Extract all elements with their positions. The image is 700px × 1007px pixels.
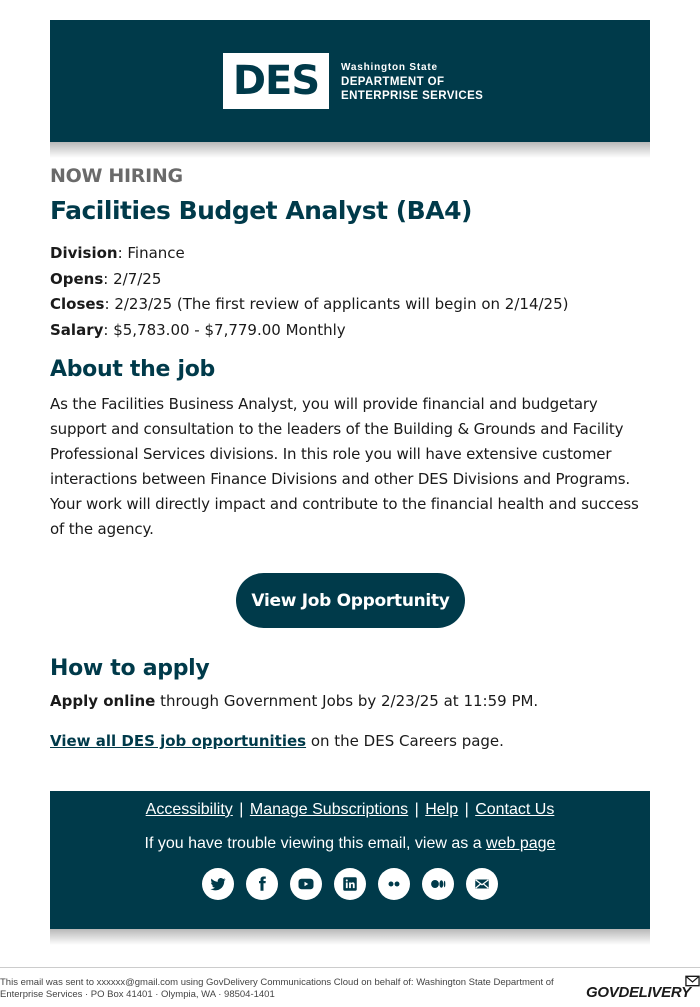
org-name [341, 62, 483, 103]
org-line-2: DEPARTMENT OF [341, 76, 445, 88]
footer-shadow [50, 929, 650, 945]
org-line-1: Washington State [341, 62, 438, 73]
job-details [50, 241, 568, 343]
detail-division [50, 241, 568, 267]
apply-text [50, 692, 538, 710]
careers-text [50, 732, 504, 750]
logo-text: DES [232, 58, 320, 104]
email-footer [50, 791, 650, 929]
email-icon[interactable] [466, 868, 498, 900]
social-icons [50, 868, 650, 900]
footer-links [50, 801, 650, 819]
detail-label: Salary [50, 320, 104, 339]
email-header [50, 20, 650, 142]
careers-rest: on the DES Careers page. [306, 732, 504, 750]
separator: | [464, 801, 469, 818]
manage-subscriptions-link[interactable]: Manage Subscriptions [249, 801, 409, 818]
youtube-icon[interactable] [290, 868, 322, 900]
des-logo[interactable] [223, 53, 329, 109]
disclaimer: This email was sent to xxxxxx@gmail.com using GovDelivery Communications Cloud on behalf of: Washington State Department of Enterprise Services · PO Box 41401 · Olympia, WA · 98504-1401 [0, 977, 554, 1000]
view-as-webpage [50, 835, 650, 853]
about-heading: About the job [50, 357, 215, 382]
detail-value: : 2/7/25 [103, 269, 162, 288]
apply-rest: through Government Jobs by 2/23/25 at 11:59 PM. [155, 692, 539, 710]
medium-icon[interactable] [422, 868, 454, 900]
detail-label: Closes [50, 295, 105, 313]
detail-value: : Finance [117, 244, 185, 262]
detail-label: Division [50, 244, 118, 262]
linkedin-icon[interactable] [334, 868, 366, 900]
job-title: Facilities Budget Analyst (BA4) [50, 196, 472, 225]
web-page-link[interactable]: web page [486, 835, 556, 852]
detail-value: : 2/23/25 (The first review of applicants will begin on 2/14/25) [104, 295, 569, 313]
detail-value: : $5,783.00 - $7,779.00 Monthly [103, 320, 346, 339]
flickr-icon[interactable] [378, 868, 410, 900]
separator: | [414, 801, 419, 818]
detail-closes [50, 292, 568, 318]
detail-opens [50, 267, 568, 293]
view-text: If you have trouble viewing this email, view as a [144, 835, 487, 852]
govdelivery-logo[interactable]: GOVDELIVERY [586, 984, 691, 1001]
detail-label: Opens [50, 269, 104, 288]
twitter-icon[interactable] [202, 868, 234, 900]
detail-salary [50, 318, 568, 344]
divider [0, 967, 700, 968]
apply-heading: How to apply [50, 656, 210, 681]
view-job-button[interactable]: View Job Opportunity [236, 573, 465, 628]
about-body: As the Facilities Business Analyst, you will provide financial and budgetary support and consultation to the leaders of the Building & Grounds and Facility Professional Services divisions. In this role you will have extensive customer interactions between Finance Divisions and other DES Divisions and Programs. Your work will directly impact and contribute to the financial health and success of the agency. [50, 395, 639, 538]
careers-link[interactable]: View all DES job opportunities [50, 732, 307, 750]
org-line-3: ENTERPRISE SERVICES [341, 90, 484, 102]
separator: | [239, 801, 244, 818]
facebook-icon[interactable] [246, 868, 278, 900]
accessibility-link[interactable]: Accessibility [145, 801, 233, 818]
contact-us-link[interactable]: Contact Us [475, 801, 555, 818]
header-shadow [50, 142, 650, 158]
help-link[interactable]: Help [425, 801, 459, 818]
govdelivery-envelope-icon [685, 975, 700, 987]
apply-bold: Apply online [50, 692, 156, 710]
now-hiring-label: NOW HIRING [50, 165, 183, 187]
